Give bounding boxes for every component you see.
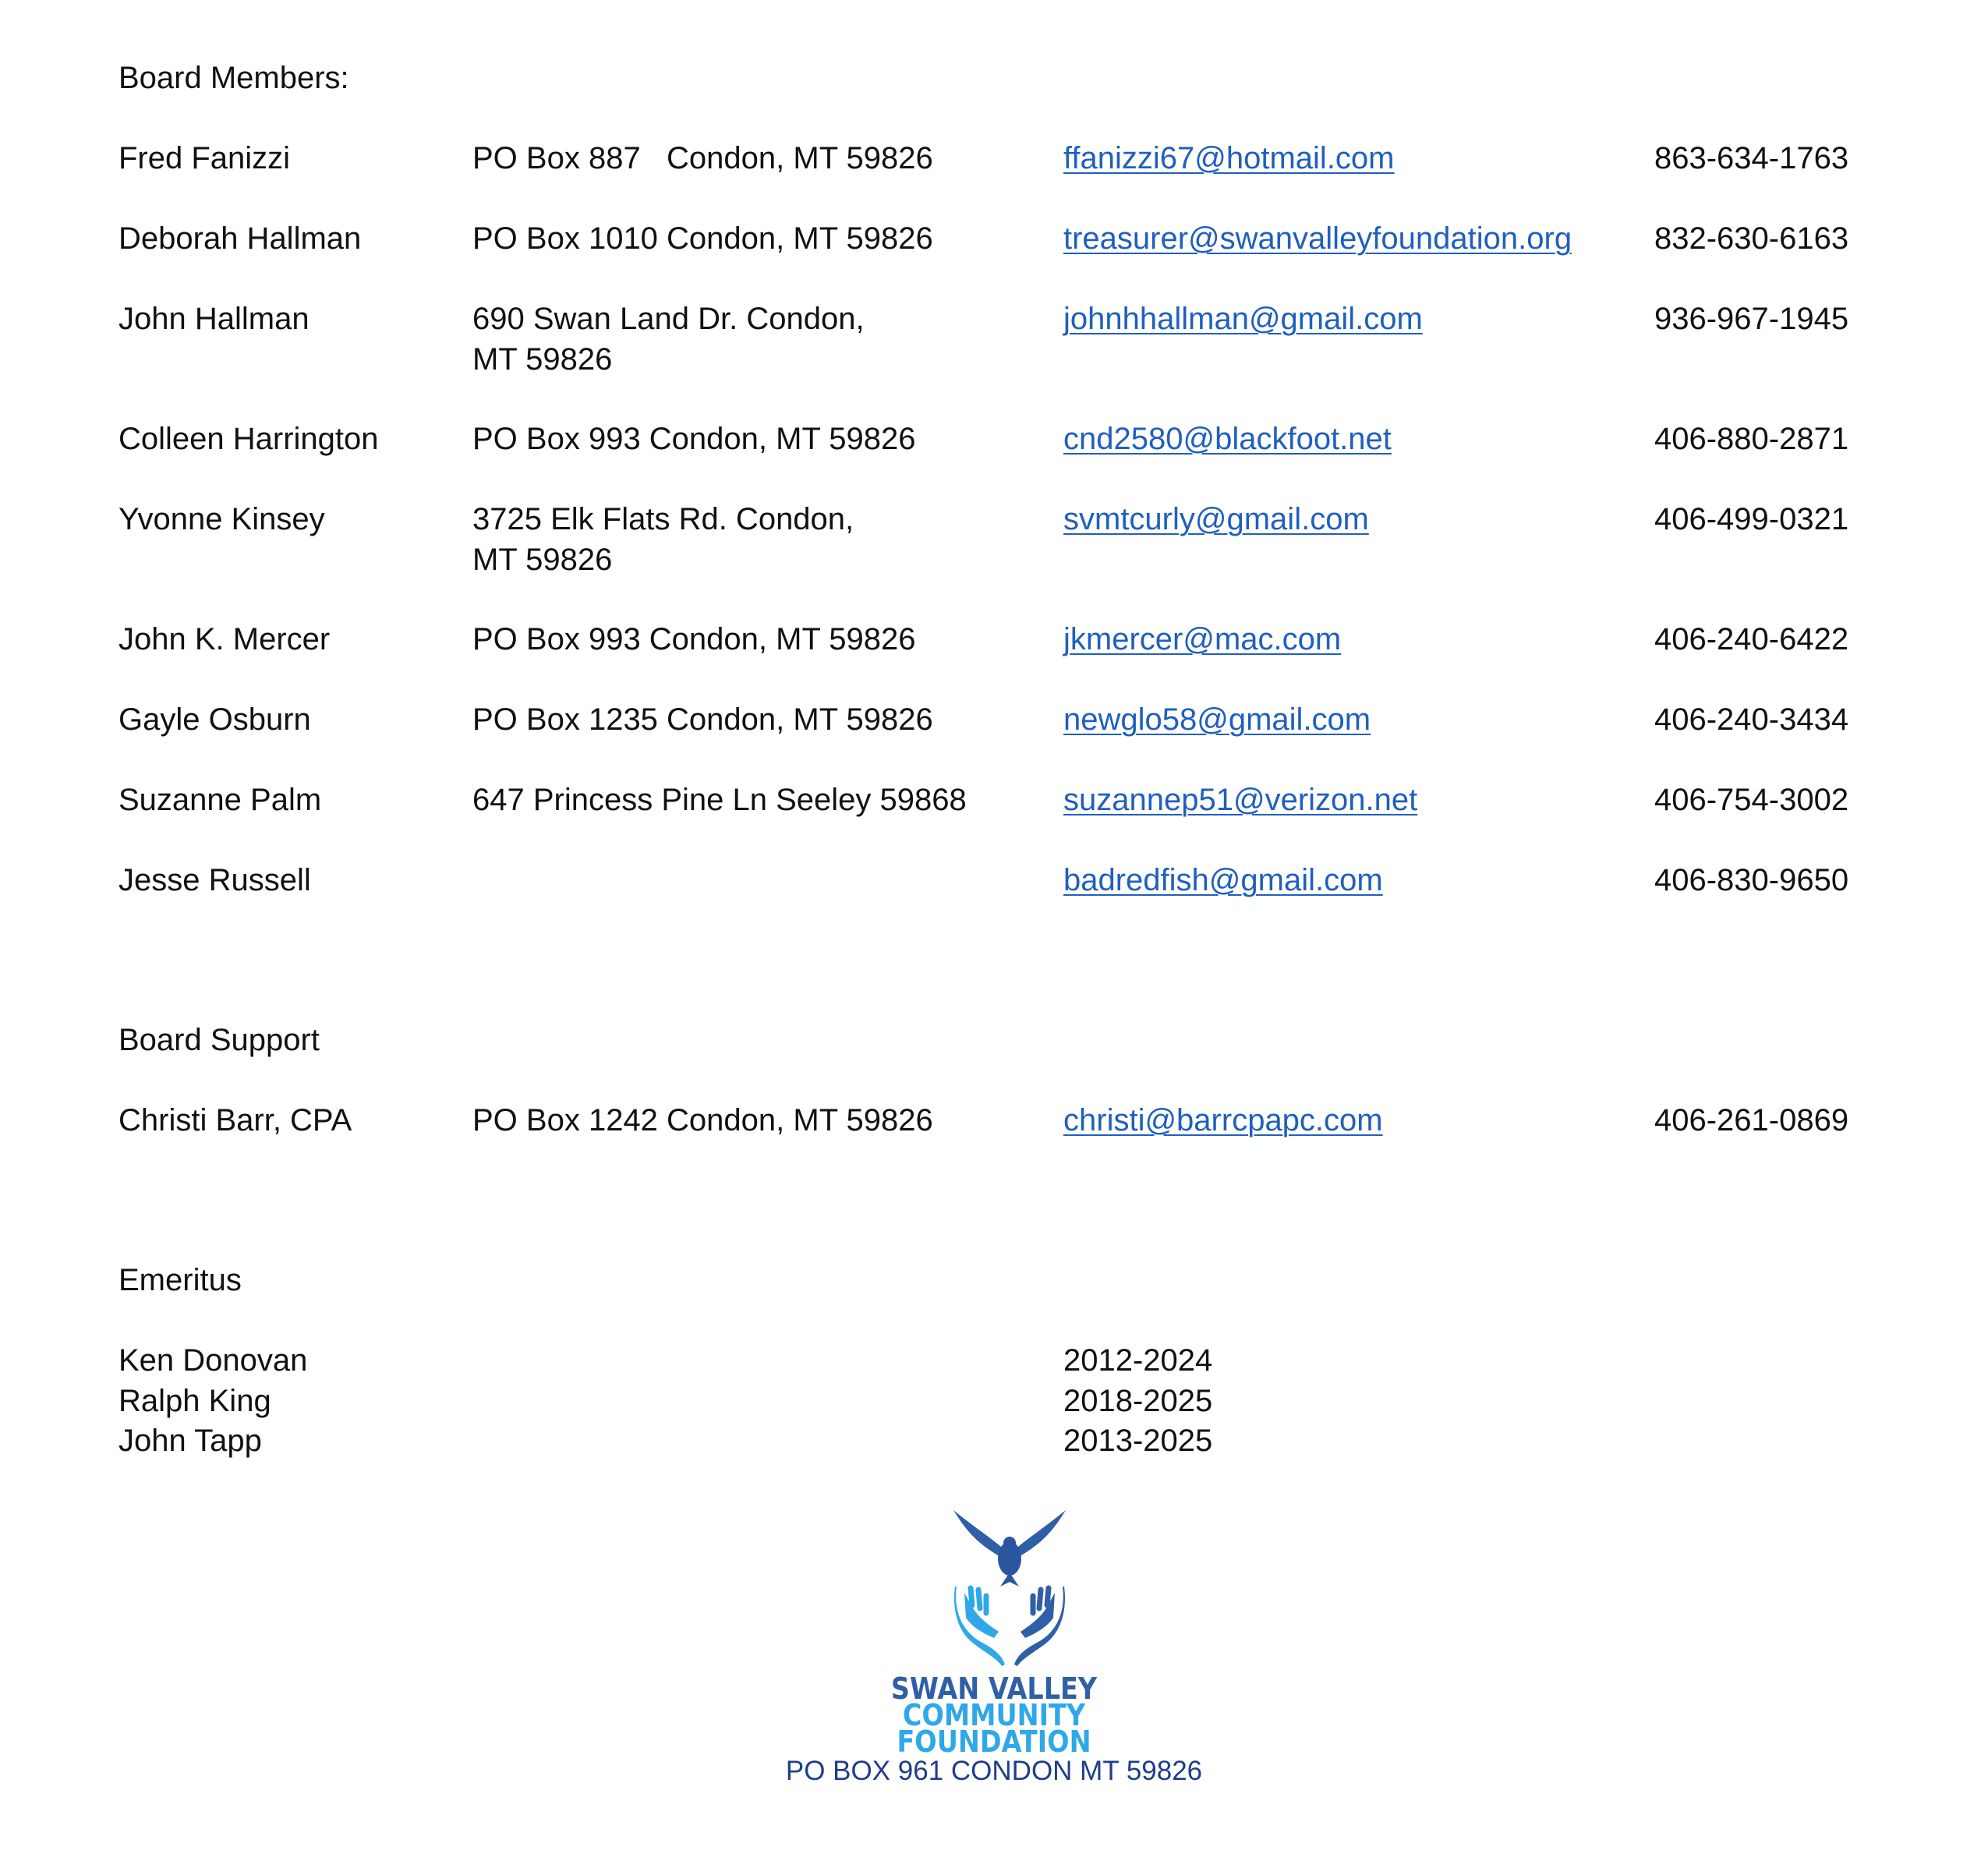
member-phone: 406-830-9650: [1654, 863, 1849, 897]
emeritus-name: Ken Donovan: [119, 1343, 308, 1378]
member-name: Yvonne Kinsey: [119, 502, 325, 536]
emeritus-years: 2012-2024: [1063, 1343, 1213, 1378]
logo-line-3: FOUNDATION: [897, 1725, 1091, 1759]
member-email-link[interactable]: suzannep51@verizon.net: [1063, 783, 1418, 817]
member-address: 3725 Elk Flats Rd. Condon,: [472, 502, 854, 536]
member-name: Fred Fanizzi: [119, 141, 291, 175]
member-name: John Hallman: [119, 302, 310, 336]
board-members-heading: Board Members:: [119, 61, 349, 95]
member-phone: 832-630-6163: [1654, 221, 1849, 256]
foundation-address: PO BOX 961 CONDON MT 59826: [785, 1756, 1203, 1786]
member-phone: 863-634-1763: [1654, 141, 1849, 175]
logo-line-2: COMMUNITY: [902, 1698, 1086, 1732]
member-email-link[interactable]: johnhhallman@gmail.com: [1063, 302, 1423, 336]
support-address: PO Box 1242 Condon, MT 59826: [472, 1103, 933, 1137]
member-name: Deborah Hallman: [119, 221, 362, 256]
bird-and-hands-icon: [924, 1501, 1095, 1672]
member-address: PO Box 887 Condon, MT 59826: [472, 141, 933, 175]
emeritus-name: Ralph King: [119, 1384, 271, 1418]
member-phone: 406-499-0321: [1654, 502, 1849, 536]
member-phone: 406-240-3434: [1654, 702, 1849, 737]
logo-line-1: SWAN VALLEY: [890, 1672, 1098, 1706]
member-address-line2: MT 59826: [472, 342, 613, 377]
member-name: Gayle Osburn: [119, 702, 311, 737]
support-name: Christi Barr, CPA: [119, 1103, 352, 1137]
member-address: PO Box 993 Condon, MT 59826: [472, 622, 916, 656]
member-email-link[interactable]: cnd2580@blackfoot.net: [1063, 422, 1392, 456]
member-address-line2: MT 59826: [472, 543, 613, 577]
member-phone: 406-880-2871: [1654, 422, 1849, 456]
member-email-link[interactable]: ffanizzi67@hotmail.com: [1063, 141, 1395, 175]
emeritus-heading: Emeritus: [119, 1263, 242, 1297]
member-email-link[interactable]: badredfish@gmail.com: [1063, 863, 1383, 897]
support-email-link[interactable]: christi@barrcpapc.com: [1063, 1103, 1383, 1137]
member-email-link[interactable]: newglo58@gmail.com: [1063, 702, 1371, 737]
member-phone: 936-967-1945: [1654, 302, 1849, 336]
member-address: 690 Swan Land Dr. Condon,: [472, 302, 865, 336]
member-phone: 406-754-3002: [1654, 783, 1849, 817]
member-phone: 406-240-6422: [1654, 622, 1849, 656]
emeritus-years: 2013-2025: [1063, 1424, 1213, 1458]
member-name: Jesse Russell: [119, 863, 311, 897]
member-address: PO Box 1010 Condon, MT 59826: [472, 221, 933, 256]
member-email-link[interactable]: jkmercer@mac.com: [1063, 622, 1342, 656]
support-phone: 406-261-0869: [1654, 1103, 1849, 1137]
member-name: Suzanne Palm: [119, 783, 322, 817]
member-email-link[interactable]: treasurer@swanvalleyfoundation.org: [1063, 221, 1572, 256]
member-name: John K. Mercer: [119, 622, 331, 656]
member-address: PO Box 993 Condon, MT 59826: [472, 422, 916, 456]
member-address: PO Box 1235 Condon, MT 59826: [472, 702, 933, 737]
member-email-link[interactable]: svmtcurly@gmail.com: [1063, 502, 1369, 536]
member-address: 647 Princess Pine Ln Seeley 59868: [472, 783, 967, 817]
member-name: Colleen Harrington: [119, 422, 379, 456]
emeritus-years: 2018-2025: [1063, 1384, 1213, 1418]
emeritus-name: John Tapp: [119, 1424, 262, 1458]
board-support-heading: Board Support: [119, 1023, 320, 1057]
